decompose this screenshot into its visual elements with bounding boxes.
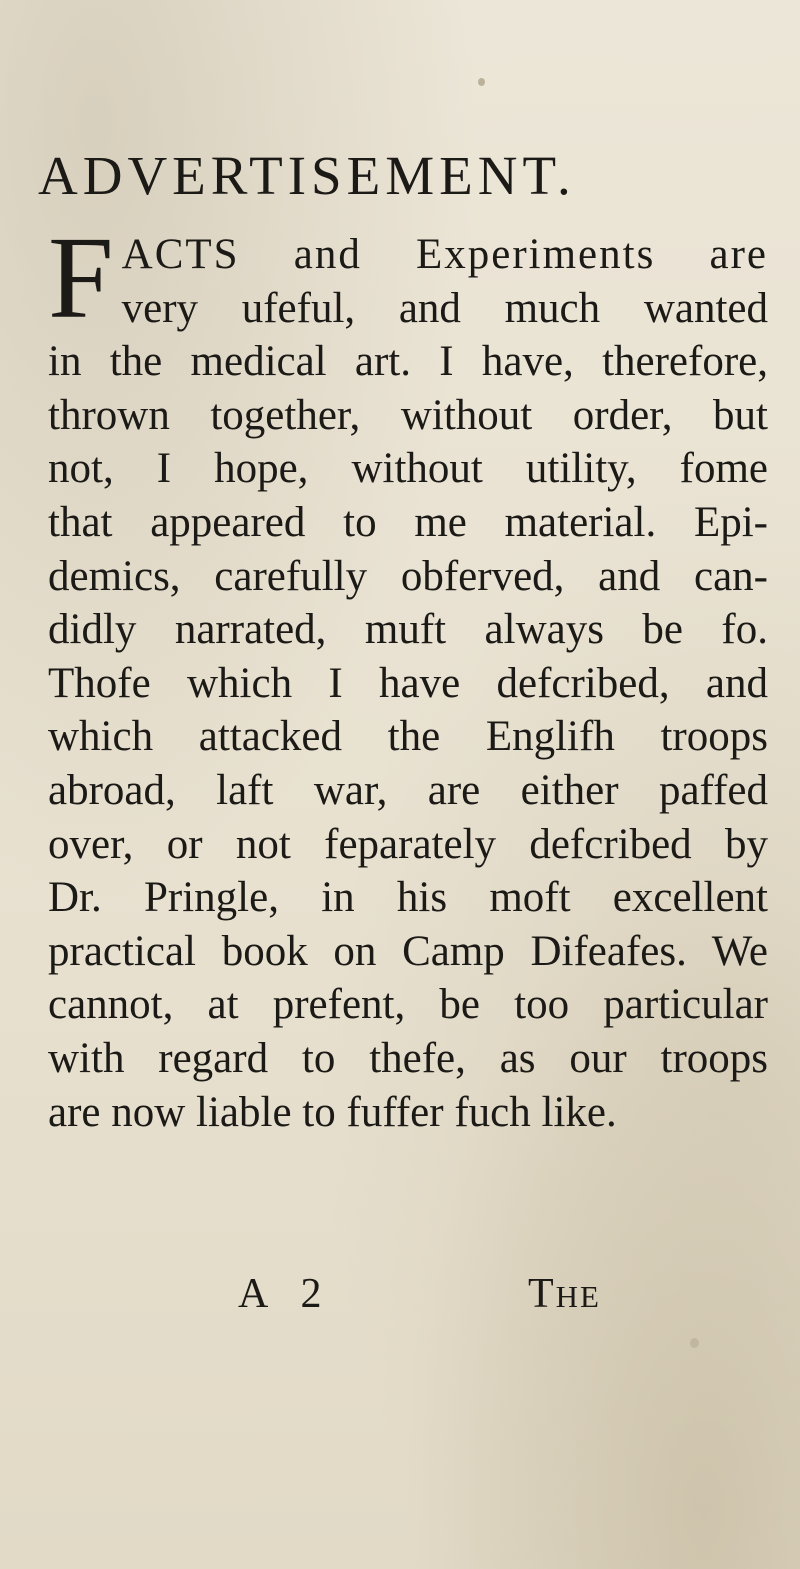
ink-speck	[478, 78, 485, 86]
text-line: practical book on Camp Difeafes. We	[48, 927, 768, 975]
catchword-rest: HE	[555, 1279, 601, 1314]
text-line: thrown together, without order, but	[48, 391, 768, 439]
advertisement-paragraph	[48, 212, 768, 1139]
text-line: in the medical art. I have, therefore,	[48, 338, 768, 386]
catchword	[528, 1270, 601, 1318]
text-line: abroad, laft war, are either paffed	[48, 766, 768, 814]
text-line: with regard to thefe, as our troops	[48, 1034, 768, 1082]
text-line: over, or not feparately defcribed by	[48, 820, 768, 868]
text-line: which attacked the Englifh troops	[48, 713, 768, 761]
text-line: cannot, at prefent, be too particular	[48, 981, 768, 1029]
signature-mark: A 2	[238, 1271, 334, 1317]
drop-cap: F	[48, 212, 114, 343]
text-line: demics, carefully obferved, and can-	[48, 552, 768, 600]
text-line: are now liable to fuffer fuch like.	[48, 1088, 617, 1136]
text-line: very ufeful, and much wanted	[121, 284, 768, 332]
ink-speck	[690, 1338, 699, 1348]
text-line: didly narrated, muft always be fo.	[48, 606, 768, 654]
text-line: Dr. Pringle, in his moft excellent	[48, 874, 768, 922]
text-line: not, I hope, without utility, fome	[48, 445, 768, 493]
catchword-initial: T	[528, 1271, 556, 1317]
text-line: Thofe which I have defcribed, and	[48, 659, 768, 707]
text-line: that appeared to me material. Epi-	[48, 498, 768, 546]
text-line: ACTS and Experiments are	[121, 231, 768, 278]
page-heading: ADVERTISEMENT.	[38, 145, 576, 206]
